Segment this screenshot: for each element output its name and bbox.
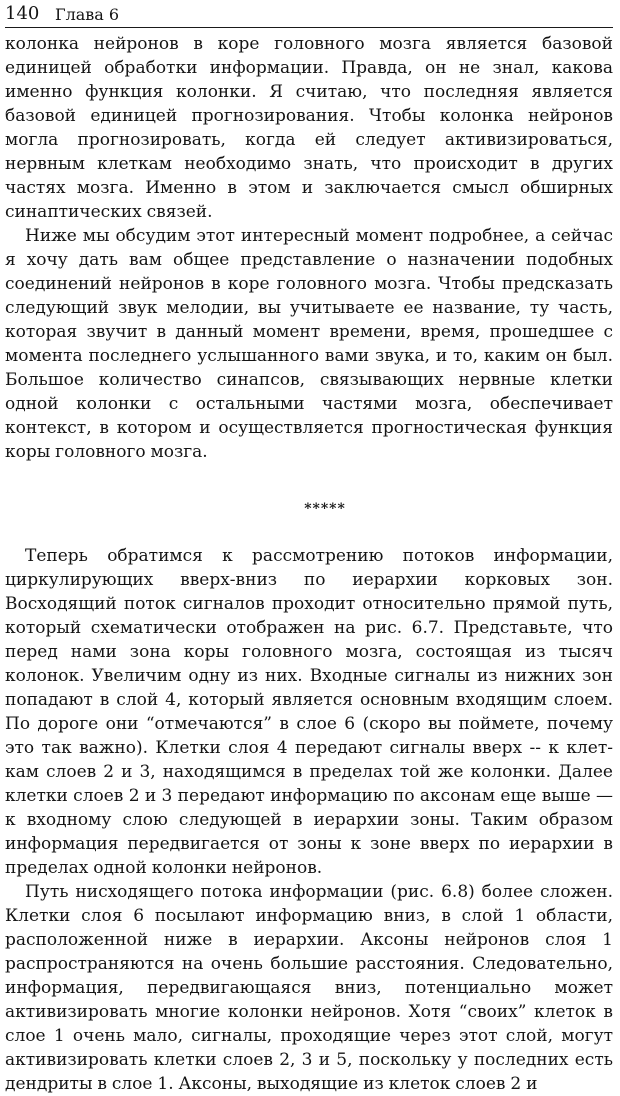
paragraph: Путь нисходящего потока информации (рис. 6.8) более сложен. Клетки слоя 6 посылают информацию вниз, в слой 1 области, расположенной ниже в иерархии. Аксоны нейронов слоя 1 распространяются на очень большие расстояния. Следовательно, информация, передвигающаяся вниз, потенциально может активизировать многие колонки нейронов. Хотя “своих” клеток в слое 1 очень мало, сигналы, проходящие через этот слой, могут активизировать клетки слоев 2, 3 и 5, поскольку у последних есть дендриты в слое 1. Аксоны, выходящие из клеток слоев 2 и bbox=[5, 882, 613, 1094]
paragraph: Ниже мы обсудим этот интересный момент подробнее, а сейчас я хочу дать вам общее представление о назначении подобных соединений нейронов в коре головного мозга. Чтобы предсказать следующий звук мелодии, вы учитываете ее название, ту часть, которая звучит в данный момент времени, время, прошедшее с момента последнего услышанного вами звука, и то, каким он был. Большое количество синапсов, связывающих нервные клетки одной колонки с остальными частями мозга, обеспечивает контекст, в котором и осуществляется прогностическая функция коры головного мозга. bbox=[5, 226, 613, 462]
separator-stars: ***** bbox=[304, 501, 346, 517]
section-separator bbox=[5, 478, 613, 540]
running-header bbox=[5, 2, 613, 26]
page-body bbox=[5, 32, 613, 1096]
paragraph: колонка нейронов в коре головного мозга является базовой единицей обработки информации. Правда, он не знал, какова именно функция колонки. Я считаю, что последняя является базовой единицей прогнозирования. Чтобы колонка нейронов могла прогнозировать, когда ей следует активизироваться, нервным клеткам необходимо знать, что происходит в других частях мозга. Именно в этом и заключается смысл обширных синаптических связей. bbox=[5, 34, 613, 222]
paragraph: Теперь обратимся к рассмотрению потоков информации, циркулирующих вверх-вниз по иерархии корковых зон. Восходящий поток сигналов проходит относительно прямой путь, который схематически отображен на рис. 6.7. Представьте, что перед нами зона коры головного мозга, состоящая из тысяч колонок. Увеличим одну из них. Входные сигналы из нижних зон попадают в слой 4, который является основным входящим слоем. По дороге они “отмечаются” в слое 6 (скоро вы поймете, почему это так важно). Клетки слоя 4 передают сигналы вверх -- к клеткам слоев 2 и 3, находящимся в пределах той же колонки. Далее клетки слоев 2 и 3 передают информацию по аксонам еще выше — к входному слою следующей в иерархии зоны. Таким образом информация передвигается от зоны к зоне вверх по иерархии в пределах одной колонки нейронов. bbox=[5, 546, 613, 878]
header-rule bbox=[5, 27, 613, 28]
chapter-title: Глава 6 bbox=[55, 5, 120, 24]
page-number: 140 bbox=[5, 3, 40, 24]
